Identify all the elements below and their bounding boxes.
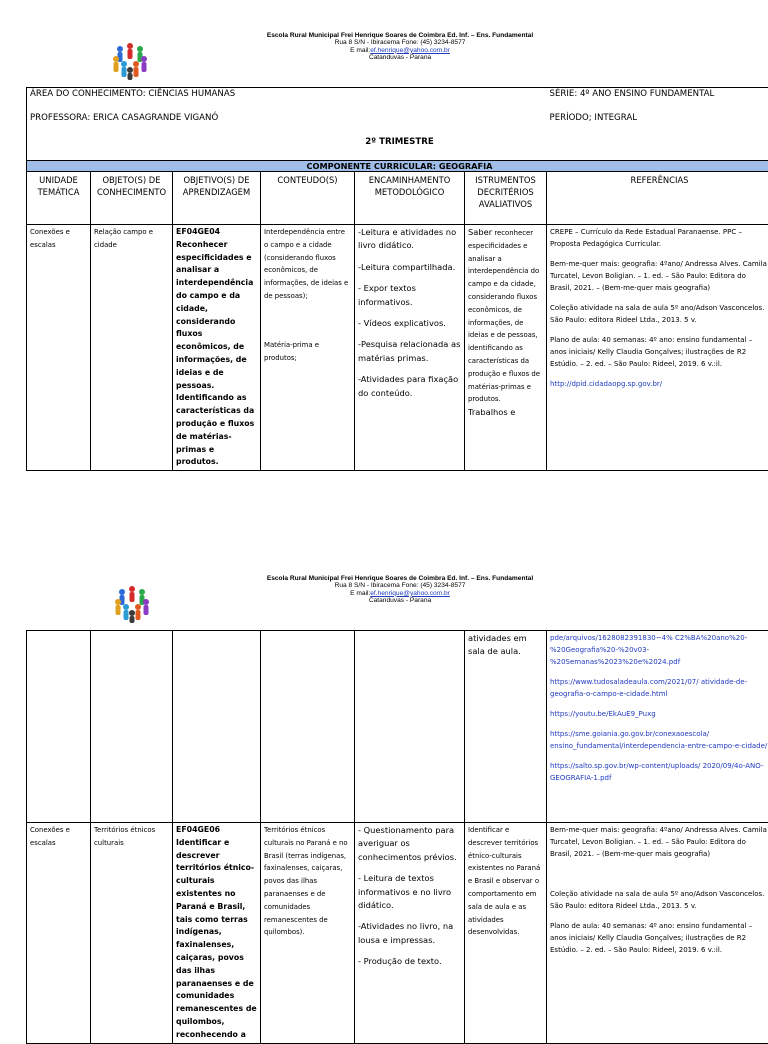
table-row bbox=[27, 823, 768, 1044]
trimester-label: 2º TRIMESTRE bbox=[27, 136, 768, 161]
row2-metodologia-item: - Leitura de textos informativos e no livro didático. bbox=[358, 872, 461, 912]
row1-conteudo bbox=[261, 225, 355, 471]
school-email bbox=[0, 47, 768, 54]
reference-item: Bem-me-quer mais: geografia: 4ºano/ Andressa Alves. Camila Turcatel, Levon Boligian. – 1. ed. – São Paulo: Editora do Brasil, 2021. – (Bem-me-quer mais geografia) bbox=[550, 258, 768, 294]
cont-objeto bbox=[91, 631, 173, 823]
reference-item: Plano de aula: 40 semanas: 4º ano: ensino fundamental – anos iniciais/ Kelly Claudia Gonçalves; ilustrações de R2 Estúdio. – 2. ed. – São Paulo: Rideel, 2019. 6 v.:il. bbox=[550, 920, 768, 956]
school-info bbox=[0, 32, 768, 62]
row1-metodologia-item: -Atividades para fixação do conteúdo. bbox=[358, 373, 461, 400]
col-header-objeto: OBJETO(S) DE CONHECIMENTO bbox=[91, 172, 173, 225]
cont-referencias bbox=[547, 631, 768, 823]
row1-conteudo-item: Matéria-prima e produtos; bbox=[264, 339, 351, 365]
reference-link[interactable]: https://salto.sp.gov.br/wp-content/uploads/ 2020/09/4o-ANO-GEOGRAFIA-1.pdf bbox=[550, 762, 764, 782]
row1-instrumentos-lead: Saber bbox=[468, 227, 492, 237]
row1-unidade: Conexões e escalas bbox=[27, 225, 91, 471]
row2-metodologia-item: - Questionamento para averiguar os conhecimentos prévios. bbox=[358, 824, 461, 864]
reference-item: Coleção atividade na sala de aula 5º ano/Adson Vasconcelos. São Paulo: editora Rideel Ltda., 2013. 5 v. bbox=[550, 302, 768, 326]
plan-table-page-2 bbox=[26, 630, 768, 1044]
reference-link[interactable]: pde/arquivos/1628082391830~4% C2%BA%20ano%20-%20Geografia%20-%20v03-%20Semanas%2023%20e%2024.pdf bbox=[550, 634, 747, 666]
row2-metodologia-item: -Atividades no livro, na lousa e impressas. bbox=[358, 920, 461, 947]
row1-instrumentos-text: reconhecer especificidades e analisar a interdependência do campo e da cidade, considerando fluxos econômicos, de informações, de ideias e de pessoas, identificando as características da produção e fluxos de matérias-primas e produtos. bbox=[468, 229, 540, 403]
school-city: Catanduvas - Parana bbox=[0, 597, 768, 604]
row2-metodologia bbox=[355, 823, 465, 1044]
email-label: E mail: bbox=[350, 590, 370, 597]
col-header-instrumentos: ISTRUMENTOS DECRITÉRIOS AVALIATIVOS bbox=[465, 172, 547, 225]
col-header-conteudo: CONTEUDO(S) bbox=[261, 172, 355, 225]
row2-objeto: Territórios étnicos culturais bbox=[91, 823, 173, 1044]
table-row bbox=[27, 631, 768, 823]
cont-objetivo bbox=[173, 631, 261, 823]
reference-link[interactable]: https://www.tudosaladeaula.com/2021/07/ atividade-de-geografia-o-campo-e-cidade.html bbox=[550, 678, 747, 698]
col-header-referencias: REFERÊNCIAS bbox=[547, 172, 768, 225]
row1-objeto: Relação campo e cidade bbox=[91, 225, 173, 471]
row1-instrumentos bbox=[465, 225, 547, 471]
info-row-area bbox=[27, 88, 768, 113]
row1-metodologia-item: - Expor textos informativos. bbox=[358, 282, 461, 309]
school-address: Rua 8 S/N - Ibiracema Fone: (45) 3234-8577 bbox=[0, 582, 768, 589]
reference-item: Coleção atividade na sala de aula 5º ano/Adson Vasconcelos. São Paulo: editora Rideel Ltda., 2013. 5 v. bbox=[550, 888, 768, 912]
period-label: PERÍODO; INTEGRAL bbox=[547, 112, 768, 136]
row2-unidade: Conexões e escalas bbox=[27, 823, 91, 1044]
row1-metodologia-item: - Vídeos explicativos. bbox=[358, 317, 461, 330]
cont-unidade bbox=[27, 631, 91, 823]
row1-metodologia-item: -Leitura e atividades no livro didático. bbox=[358, 226, 461, 253]
row2-metodologia-item: - Produção de texto. bbox=[358, 955, 461, 968]
reference-link[interactable]: http://dpid.cidadaopg.sp.gov.br/ bbox=[550, 380, 662, 388]
reference-item: Bem-me-quer mais: geografia: 4ºano/ Andressa Alves. Camila Turcatel, Levon Boligian. – 1. ed. – São Paulo: Editora do Brasil, 2021. – (Bem-me-quer mais geografia) bbox=[550, 824, 768, 860]
school-address: Rua 8 S/N - Ibiracema Fone: (45) 3234-8577 bbox=[0, 39, 768, 46]
serie-label: SÉRIE: 4º ANO ENSINO FUNDAMENTAL bbox=[547, 88, 768, 113]
component-label: COMPONENTE CURRICULAR: GEOGRAFIA bbox=[27, 161, 768, 172]
reference-item: Plano de aula: 40 semanas: 4º ano: ensino fundamental – anos iniciais/ Kelly Claudia Gonçalves; ilustrações de R2 Estúdio. – 2. ed. – São Paulo: Rideel, 2019. 6 v.:il. bbox=[550, 334, 768, 370]
row1-referencias bbox=[547, 225, 768, 471]
area-label: ÁREA DO CONHECIMENTO: CIÊNCIAS HUMANAS bbox=[27, 88, 547, 113]
row1-metodologia-item: -Pesquisa relacionada as matérias primas. bbox=[358, 338, 461, 365]
row1-metodologia-item: -Leitura compartilhada. bbox=[358, 261, 461, 274]
email-label: E mail: bbox=[350, 47, 370, 54]
row2-instrumentos: Identificar e descrever territórios étnico-culturais existentes no Paraná e Brasil e observar o comportamento em sala de aula e as atividades desenvolvidas. bbox=[465, 823, 547, 1044]
row2-objetivo: EF04GE06 Identificar e descrever territórios étnico-culturais existentes no Paraná e Brasil, tais como terras indígenas, faxinalenses, caiçaras, povos das ilhas paranaenses e de comunidades remanescentes de quilombos, reconhecendo a bbox=[173, 823, 261, 1044]
school-name: Escola Rural Municipal Frei Henrique Soares de Coimbra Ed. Inf. – Ens. Fundamental bbox=[0, 32, 768, 39]
school-name: Escola Rural Municipal Frei Henrique Soares de Coimbra Ed. Inf. – Ens. Fundamental bbox=[0, 575, 768, 582]
cont-metodologia bbox=[355, 631, 465, 823]
cont-instrumentos: atividades em sala de aula. bbox=[465, 631, 547, 823]
col-header-metodologia: ENCAMINHAMENTO METODOLÓGICO bbox=[355, 172, 465, 225]
row2-referencias bbox=[547, 823, 768, 1044]
row1-objetivo: EF04GE04 Reconhecer especificidades e analisar a interdependência do campo e da cidade, considerando fluxos econômicos, de informações, de ideias e de pessoas. Identificando as características da produção e fluxos de matérias-primas e produtos. bbox=[173, 225, 261, 471]
table-row bbox=[27, 225, 768, 471]
plan-table-page-1 bbox=[26, 87, 768, 471]
component-band bbox=[27, 161, 768, 172]
col-header-unidade: UNIDADE TEMÁTICA bbox=[27, 172, 91, 225]
reference-link[interactable]: https://youtu.be/EkAuE9_Puxg bbox=[550, 710, 656, 718]
info-row-trimester bbox=[27, 136, 768, 161]
school-info bbox=[0, 575, 768, 605]
info-row-teacher bbox=[27, 112, 768, 136]
email-link[interactable]: ef.henrique@yahoo.com.br bbox=[370, 47, 450, 54]
email-link[interactable]: ef.henrique@yahoo.com.br bbox=[370, 590, 450, 597]
cont-conteudo bbox=[261, 631, 355, 823]
reference-link[interactable]: https://sme.goiania.go.gov.br/conexaoescola/ ensino_fundamental/interdependencia-entre-campo-e-cidade/ bbox=[550, 730, 767, 750]
school-email bbox=[0, 590, 768, 597]
teacher-label: PROFESSORA: ERICA CASAGRANDE VIGANÓ bbox=[27, 112, 547, 136]
school-city: Catanduvas - Parana bbox=[0, 54, 768, 61]
row2-conteudo: Territórios étnicos culturais no Paraná e no Brasil (terras indígenas, faxinalenses, caiçaras, povos das ilhas paranaenses e de comunidades remanescentes de quilombos). bbox=[261, 823, 355, 1044]
row1-conteudo-item: Interdependência entre o campo e a cidade (considerando fluxos econômicos, de informações, de ideias e de pessoas); bbox=[264, 226, 351, 303]
column-headers bbox=[27, 172, 768, 225]
reference-item: CREPE – Currículo da Rede Estadual Paranaense. PPC – Proposta Pedagógica Curricular. bbox=[550, 226, 768, 250]
row1-metodologia bbox=[355, 225, 465, 471]
col-header-objetivo: OBJETIVO(S) DE APRENDIZAGEM bbox=[173, 172, 261, 225]
row1-instrumentos-tail: Trabalhos e bbox=[468, 407, 515, 417]
